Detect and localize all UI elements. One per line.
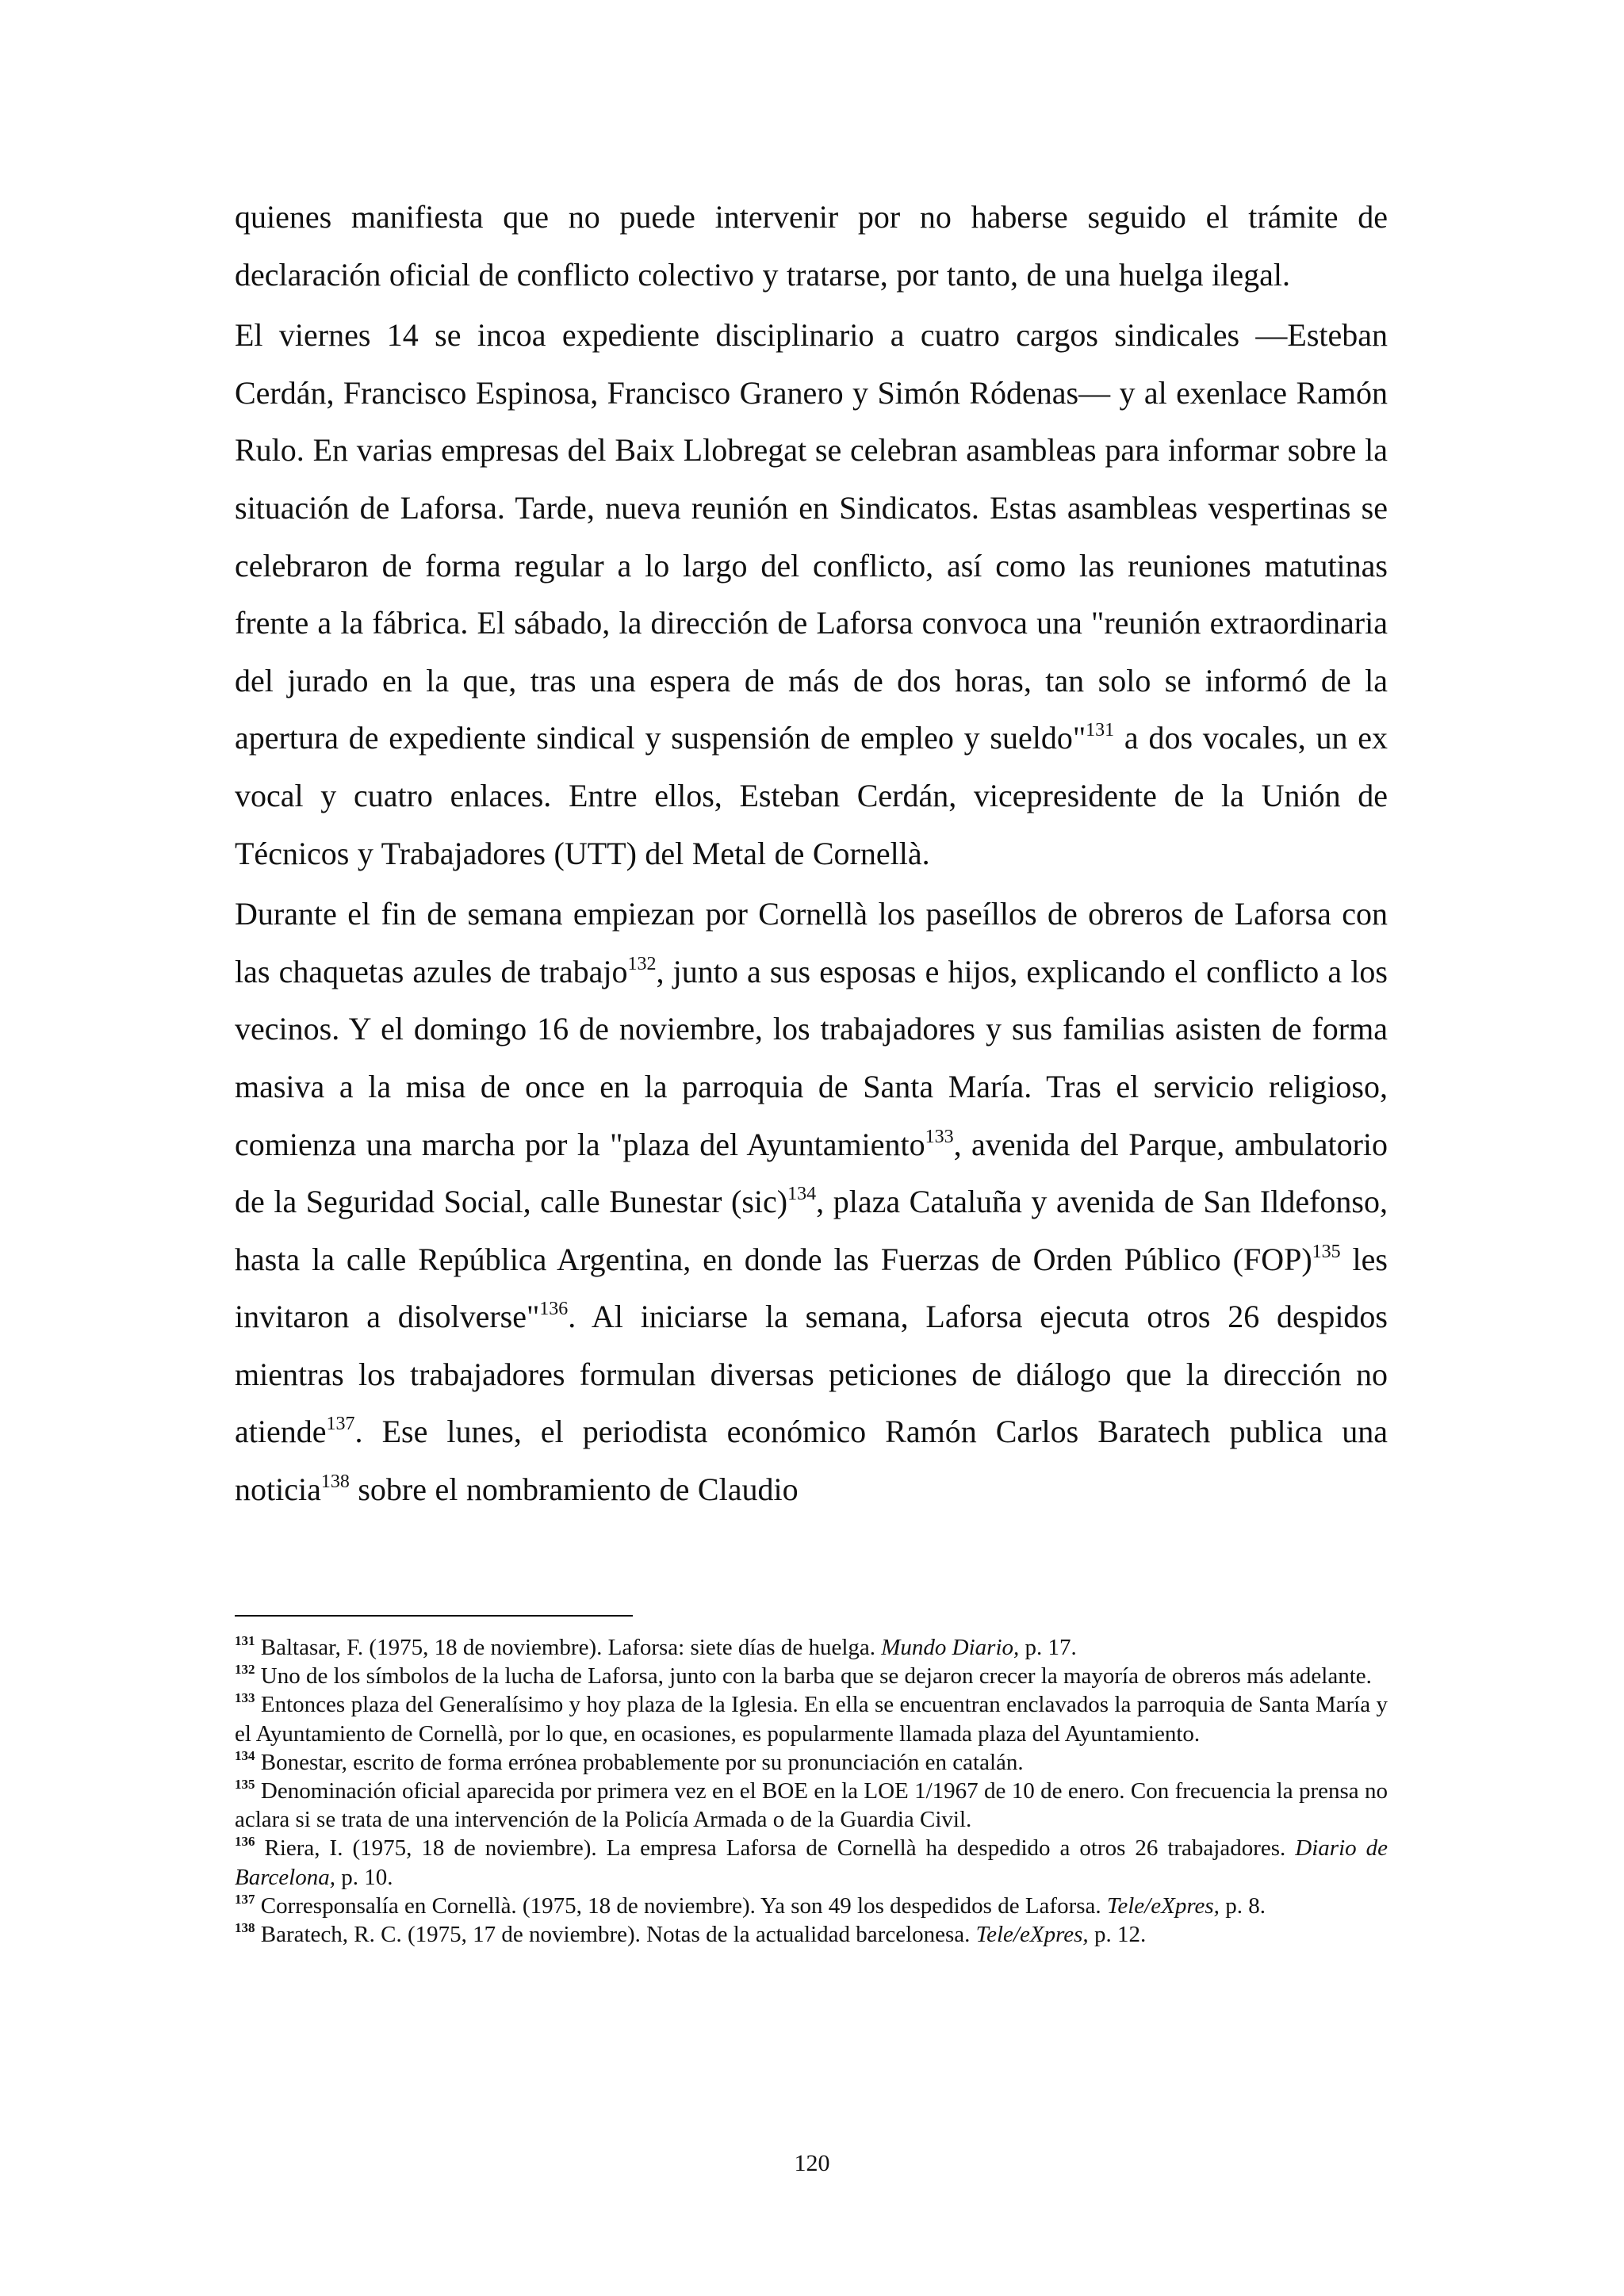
footnote-source: Tele/eXpres, <box>1106 1892 1220 1919</box>
footnote-number: 133 <box>235 1690 255 1706</box>
footnote-ref-137[interactable]: 137 <box>326 1414 355 1435</box>
body-paragraph-3 <box>235 886 1388 1519</box>
footnote-tail: p. 8. <box>1219 1892 1266 1919</box>
footnote-number: 137 <box>235 1891 255 1907</box>
paragraph-text: . Ese lunes, el periodista económico Ramón Carlos Baratech publica una noticia <box>235 1414 1388 1508</box>
footnote-number: 132 <box>235 1662 255 1678</box>
footnote-number: 136 <box>235 1834 255 1850</box>
footnote-135 <box>235 1777 1388 1834</box>
paragraph-text: Durante el fin de semana empiezan por Cornellà los paseíllos de obreros de Laforsa con las chaquetas azules de trabajo <box>235 896 1388 989</box>
footnote-ref-138[interactable]: 138 <box>320 1471 350 1493</box>
footnote-text: Riera, I. (1975, 18 de noviembre). La empresa Laforsa de Cornellà ha despedido a otros 26 trabajadores. <box>264 1835 1296 1862</box>
footnote-ref-134[interactable]: 134 <box>787 1184 817 1205</box>
footnote-text: Bonestar, escrito de forma errónea probablemente por su pronunciación en catalán. <box>260 1749 1024 1775</box>
footnote-text: Entonces plaza del Generalísimo y hoy plaza de la Iglesia. En ella se encuentran enclavados la parroquia de Santa María y el Ayuntamiento de Cornellà, por lo que, en ocasiones, es popularmente llamada plaza del Ayuntamiento. <box>235 1692 1388 1747</box>
footnote-132 <box>235 1662 1388 1690</box>
footnote-text: Denominación oficial aparecida por primera vez en el BOE en la LOE 1/1967 de 10 de enero. Con frecuencia la prensa no aclara si se trata de una intervención de la Policía Armada o de la Guardia Civil. <box>235 1778 1388 1833</box>
main-text <box>235 189 1388 1519</box>
footnote-ref-132[interactable]: 132 <box>627 953 657 974</box>
body-paragraph-2 <box>235 307 1388 882</box>
footnote-text: Uno de los símbolos de la lucha de Laforsa, junto con la barba que se dejaron crecer la mayoría de obreros más adelante. <box>260 1663 1372 1689</box>
footnote-138 <box>235 1920 1388 1949</box>
footnote-tail: p. 10. <box>335 1864 393 1890</box>
body-paragraph-1 <box>235 189 1388 304</box>
page-number: 120 <box>794 2150 830 2176</box>
footnote-number: 131 <box>235 1633 255 1648</box>
footnote-number: 138 <box>235 1920 255 1936</box>
footnote-source: Mundo Diario, <box>881 1635 1020 1660</box>
footnote-134 <box>235 1748 1388 1777</box>
paragraph-text: sobre el nombramiento de Claudio <box>349 1471 799 1508</box>
paragraph-text: les invitaron a disolverse" <box>235 1241 1388 1335</box>
paragraph-text: , avenida del Parque, ambulatorio de la Seguridad Social, calle Bunestar (sic) <box>235 1126 1388 1220</box>
paragraph-text: . Al iniciarse la semana, Laforsa ejecuta otros 26 despidos mientras los trabajadores formulan diversas peticiones de diálogo que la dirección no atiende <box>235 1299 1388 1450</box>
footnote-tail: p. 17. <box>1019 1635 1077 1660</box>
footnote-tail: p. 12. <box>1088 1922 1147 1948</box>
paragraph-text: a dos vocales, un ex vocal y cuatro enlaces. Entre ellos, Esteban Cerdán, vicepresidente de la Unión de Técnicos y Trabajadores (UTT) del Metal de Cornellà. <box>235 720 1388 871</box>
paragraph-text: , plaza Cataluña y avenida de San Ildefonso, hasta la calle República Argentina, en donde las Fuerzas de Orden Público (FOP) <box>235 1184 1388 1277</box>
footnote-text: Baltasar, F. (1975, 18 de noviembre). Laforsa: siete días de huelga. <box>260 1635 882 1660</box>
footnote-source: Diario de Barcelona, <box>235 1835 1388 1890</box>
footnote-number: 135 <box>235 1777 255 1793</box>
footnote-ref-136[interactable]: 136 <box>539 1299 569 1320</box>
footnote-text: Baratech, R. C. (1975, 17 de noviembre). Notas de la actualidad barcelonesa. <box>260 1922 976 1948</box>
footnote-ref-131[interactable]: 131 <box>1086 720 1115 741</box>
paragraph-text: quienes manifiesta que no puede intervenir por no haberse seguido el trámite de declaración oficial de conflicto colectivo y tratarse, por tanto, de una huelga ilegal. <box>235 199 1388 293</box>
footnote-separator <box>235 1615 633 1617</box>
footnote-131 <box>235 1633 1388 1662</box>
footnote-source: Tele/eXpres, <box>975 1922 1089 1948</box>
footnote-133 <box>235 1690 1388 1747</box>
paragraph-text: El viernes 14 se incoa expediente disciplinario a cuatro cargos sindicales —Esteban Cerdán, Francisco Espinosa, Francisco Granero y Simón Ródenas— y al exenlace Ramón Rulo. En varias empresas del Baix Llobregat se celebran asambleas para informar sobre la situación de Laforsa. Tarde, nueva reunión en Sindicatos. Estas asambleas vespertinas se celebraron de forma regular a lo largo del conflicto, así como las reuniones matutinas frente a la fábrica. El sábado, la dirección de Laforsa convoca una "reunión extraordinaria del jurado en la que, tras una espera de más de dos horas, tan solo se informó de la apertura de expediente sindical y suspensión de empleo y sueldo" <box>235 317 1388 756</box>
footnote-137 <box>235 1892 1388 1920</box>
paragraph-text: , junto a sus esposas e hijos, explicando el conflicto a los vecinos. Y el domingo 16 de noviembre, los trabajadores y sus familias asisten de forma masiva a la misa de once en la parroquia de Santa María. Tras el servicio religioso, comienza una marcha por la "plaza del Ayuntamiento <box>235 953 1388 1162</box>
footnotes-section <box>235 1615 1388 1949</box>
footnote-text: Corresponsalía en Cornellà. (1975, 18 de noviembre). Ya son 49 los despedidos de Laforsa. <box>260 1892 1107 1919</box>
footnote-ref-133[interactable]: 133 <box>925 1126 954 1147</box>
footnote-ref-135[interactable]: 135 <box>1312 1241 1341 1262</box>
footnote-136 <box>235 1834 1388 1891</box>
footnote-number: 134 <box>235 1747 255 1763</box>
